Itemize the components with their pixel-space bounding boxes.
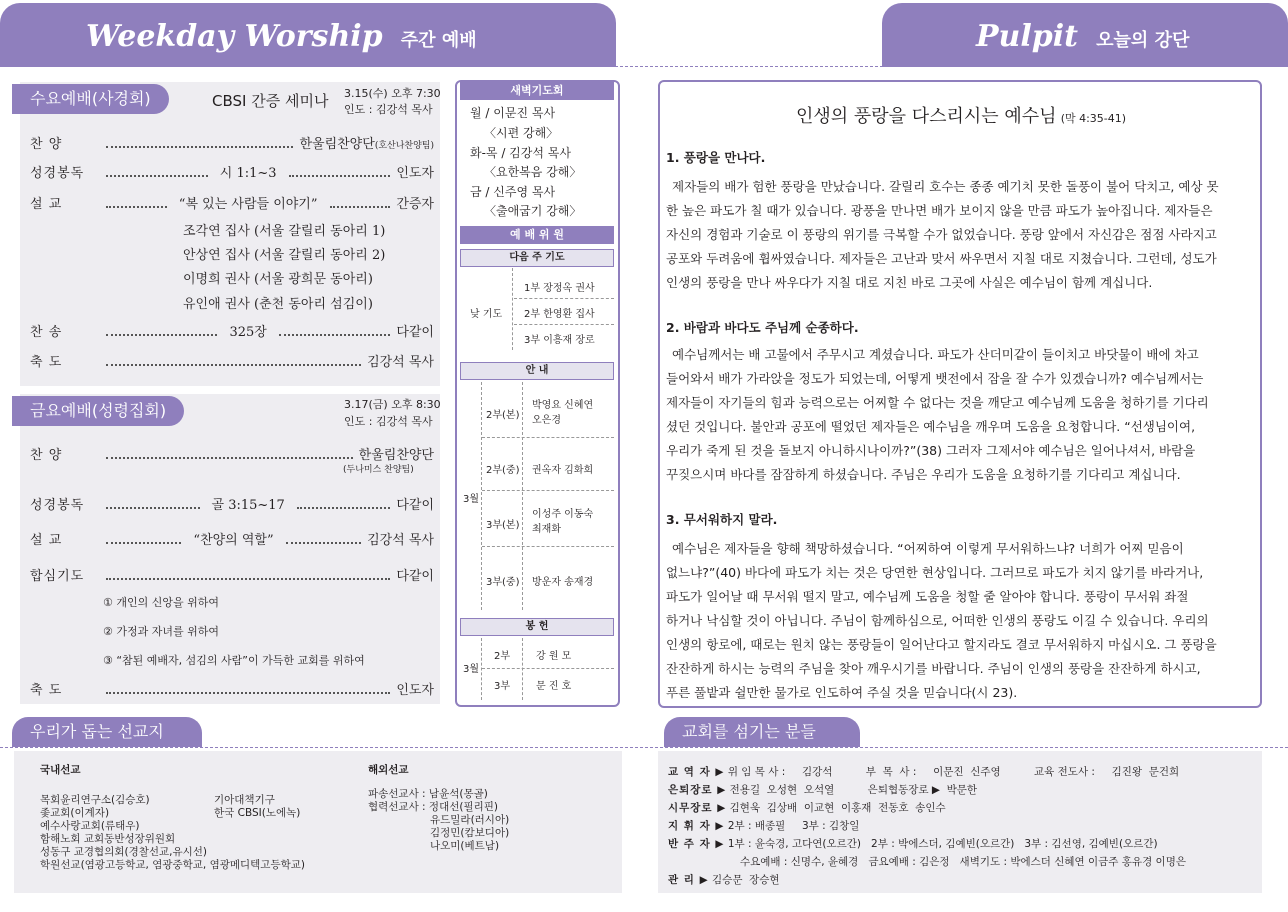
section-body <box>666 537 1256 705</box>
row-label: 찬 양 <box>30 448 63 463</box>
row-value: 인도자 <box>396 166 434 181</box>
wednesday-tab: 수요예배(사경회) <box>12 84 169 114</box>
staff-label: 은퇴장로 ▶ <box>668 784 727 796</box>
witness-item: 조각연 집사 (서울 갈릴리 동아리 1) <box>183 224 386 239</box>
body-line: 푸른 풀밭과 쉴만한 물가로 인도하여 주실 것을 믿습니다(시 23). <box>666 685 1018 700</box>
staff-text: 수요예배 : 신명수, 윤혜경 금요예배 : 김은정 새벽기도 : 박에스더 신혜연 이금주 홍유경 이명은 <box>740 856 1186 868</box>
staff-row <box>668 872 780 887</box>
body-line: 꾸짖으시며 바다를 잠잠하게 하셨습니다. 주님은 우리가 도움을 요청하기를 기다리고 계십니다. <box>666 467 1181 482</box>
fri-leader: 인도 : 김강석 목사 <box>344 415 433 428</box>
offering-name: 문 진 호 <box>536 681 572 692</box>
mission-item: 한국 CBSI(노에녹) <box>214 807 301 819</box>
friday-tab: 금요예배(성령집회) <box>12 396 184 426</box>
section-heading: 2. 바람과 바다도 주님께 순종하다. <box>666 320 859 335</box>
dawn-line: 월 / 이문진 목사 <box>470 106 556 120</box>
mission-item: 유드밀라(러시아) <box>430 814 510 826</box>
mission-item: 파송선교사 : 남윤석(몽골) <box>368 788 488 800</box>
noon-label: 낮 기도 <box>470 309 503 320</box>
offering-title: 봉 헌 <box>460 618 614 636</box>
section-body <box>666 175 1256 295</box>
overseas-list <box>368 788 509 853</box>
next-prayer-title: 다음 주 기도 <box>460 249 614 267</box>
body-line: 없느냐?”(40) 바다에 파도가 치는 것은 당연한 현상입니다. 그러므로 파도가 치지 않기를 바라거나, <box>666 565 1204 580</box>
row-value: 김강석 목사 <box>367 533 434 548</box>
weekday-worship-banner <box>0 3 616 67</box>
mission-item: 성동구 교경협의회(경찰선교,유시선) <box>40 846 208 858</box>
row-middle: 325장 <box>229 325 267 340</box>
bottom-divider <box>0 747 1288 748</box>
body-line: 들어와서 배가 가라앉을 정도가 되었는데, 어떻게 뱃전에서 잠을 잘 수가 있겠습니까? 예수님께서는 <box>666 371 1204 386</box>
prayer-item: ① 개인의 신앙을 위하여 <box>103 596 219 609</box>
banner-title: Weekday Worship <box>86 19 383 54</box>
guide-title: 안 내 <box>460 362 614 380</box>
row-value: 한울림찬양단 <box>299 137 375 152</box>
row-note: (두나미스 찬양팀) <box>343 465 414 475</box>
fri-row-sermon <box>30 529 434 548</box>
staff-row <box>668 764 1179 779</box>
body-line: 자신의 경험과 기술로 이 풍랑의 위기를 극복할 수가 없었습니다. 풍랑 앞에서 자신감은 점점 사라지고 <box>666 227 1217 242</box>
body-line: 셨던 것입니다. 불안과 공포에 떨었던 제자들은 예수님을 깨우며 도움을 요청합니다. “선생님이여, <box>666 419 1196 434</box>
wed-row-hymn <box>30 321 434 340</box>
prayer-person: 2부 한영환 집사 <box>524 309 595 320</box>
row-value: 김강석 목사 <box>367 355 434 370</box>
row-label: 설 교 <box>30 197 63 212</box>
staff-label: 시무장로 ▶ <box>668 802 727 814</box>
domestic-list-2 <box>214 794 300 820</box>
row-note: (호산나찬양팀) <box>374 141 434 151</box>
sermon-title: 인생의 풍랑을 다스리시는 예수님 <box>795 106 1057 127</box>
domestic-title: 국내선교 <box>40 764 81 776</box>
guide-part: 3부(중) <box>486 577 520 588</box>
staff-row <box>668 818 859 833</box>
dawn-line: 금 / 신주영 목사 <box>470 185 556 199</box>
row-label: 성경봉독 <box>30 498 85 513</box>
staff-label: 교 역 자 ▶ <box>668 766 725 778</box>
witness-item: 이명희 권사 (서울 광희문 동아리) <box>183 272 373 287</box>
dawn-line: 〈요한복음 강해〉 <box>484 165 582 179</box>
dawn-line: 화-목 / 김강석 목사 <box>470 146 571 160</box>
row-middle: “복 있는 사람들 이야기” <box>178 197 318 212</box>
body-line: 예수님은 제자들을 향해 책망하셨습니다. “어찌하여 이렇게 무서워하느냐? 너희가 어찌 믿음이 <box>672 541 1184 556</box>
offering-part: 3부 <box>494 681 511 692</box>
body-line: 예수님께서는 배 고물에서 주무시고 계셨습니다. 파도가 산더미같이 들이치고 바닷물이 배에 차고 <box>672 347 1199 362</box>
staff-text: 2부 : 배종필 3부 : 김창일 <box>727 820 860 832</box>
missions-tab: 우리가 돕는 선교지 <box>12 717 202 747</box>
month-label: 3월 <box>463 664 480 675</box>
body-line: 인생의 항로에, 때로는 원치 않는 풍랑들이 일어난다고 할지라도 결코 무서워하지 마십시오. 그 풍랑을 <box>666 637 1217 652</box>
body-line: 하거나 낙심할 것이 아닙니다. 주님이 함께하심으로, 어떠한 인생의 풍랑도 이길 수 있습니다. 우리의 <box>666 613 1209 628</box>
fri-row-benediction <box>30 679 434 698</box>
guide-names: 권옥자 김화희 <box>532 465 594 476</box>
witness-item: 유인애 권사 (춘천 동아리 섬김이) <box>183 297 373 312</box>
guide-part: 2부(중) <box>486 465 520 476</box>
staff-text: 위 임 목 사 : 김강석 부 목 사 : 이문진 신주영 교육 전도사 : 김진왕 문건희 <box>727 766 1180 778</box>
staff-row <box>668 836 1158 851</box>
witness-item: 안상연 집사 (서울 갈릴리 동아리 2) <box>183 248 386 263</box>
prayer-person: 3부 이흥재 장로 <box>524 335 595 346</box>
row-label: 설 교 <box>30 533 63 548</box>
row-middle: 시 1:1~3 <box>219 166 277 181</box>
wed-row-sermon <box>30 193 434 212</box>
fri-row-praise <box>30 444 434 463</box>
prayer-item: ② 가정과 자녀를 위하여 <box>103 625 219 638</box>
body-line: 공포와 두려움에 휩싸였습니다. 제자들은 고난과 맞서 싸우면서 지칠 대로 지쳤습니다. 그런데, 성도가 <box>666 251 1217 266</box>
row-middle: “찬양의 역할” <box>193 533 274 548</box>
mission-item: 학원선교(염광고등학교, 염광중학교, 염광메디텍고등학교) <box>40 859 305 871</box>
banner-subtitle: 주간 예배 <box>400 30 477 51</box>
wed-row-reading <box>30 162 434 181</box>
staff-row <box>668 800 946 815</box>
pulpit-banner <box>882 3 1288 67</box>
body-line: 잔잔하게 하시는 능력의 주님을 찾아 깨우시기를 바랍니다. 주님이 인생의 풍랑을 잔잔하게 하시고, <box>666 661 1201 676</box>
section-body <box>666 343 1256 487</box>
row-value: 다같이 <box>396 498 435 513</box>
body-line: 한 높은 파도가 칠 때가 있습니다. 광풍을 만나면 배가 보이지 않을 만큼 파도가 높아집니다. 제자들은 <box>666 203 1213 218</box>
guide-part: 3부(본) <box>486 520 520 531</box>
row-label: 축 도 <box>30 355 63 370</box>
row-label: 합심기도 <box>30 569 85 584</box>
staff-text: 김현욱 김상배 이교현 이홍재 전동호 송인수 <box>729 802 946 814</box>
mission-item: 예수사랑교회(류태우) <box>40 820 140 832</box>
row-value: 한울림찬양단 <box>358 448 434 463</box>
overseas-title: 해외선교 <box>368 764 409 776</box>
mission-item: 기아대책기구 <box>214 794 275 806</box>
offering-part: 2부 <box>494 651 511 662</box>
body-line: 우리가 죽게 된 것을 돌보지 아니하시나이까?”(38) 그러자 그제서야 예수님은 일어나셔서, 바람을 <box>666 443 1196 458</box>
row-value: 간증자 <box>396 197 434 212</box>
fri-row-reading <box>30 494 434 513</box>
sermon-title-line <box>666 102 1256 128</box>
body-line: 제자들이 자기들의 힘과 능력으로는 어찌할 수 없다는 것을 깨닫고 예수님께 도움을 청하기를 기다리 <box>666 395 1209 410</box>
body-line: 제자들의 배가 험한 풍랑을 만났습니다. 갈릴리 호수는 종종 예기치 못한 돌풍이 불어 닥치고, 예상 못 <box>672 179 1219 194</box>
body-line: 파도가 일어날 때 무서워 떨지 말고, 예수님께 도움을 청할 줄 알아야 합니다. 풍랑이 무서워 좌절 <box>666 589 1189 604</box>
mission-item: 김정민(캄보디아) <box>430 827 510 839</box>
wed-datetime: 3.15(수) 오후 7:30 <box>344 87 441 100</box>
mission-item: 함해노회 교회동반성장위원회 <box>40 833 176 845</box>
row-label: 찬 양 <box>30 137 63 152</box>
staff-label: 반 주 자 ▶ <box>668 838 725 850</box>
seminar-title: CBSI 간증 세미나 <box>212 92 329 110</box>
section-heading: 3. 무서워하지 말라. <box>666 512 778 527</box>
row-value: 인도자 <box>396 683 434 698</box>
mission-item: 목회윤리연구소(김승호) <box>40 794 150 806</box>
staff-text: 1부 : 윤숙경, 고다연(오르간) 2부 : 박에스더, 김예빈(오르간) 3부 : 김선영, 김예빈(오르간) <box>727 838 1158 850</box>
row-label: 성경봉독 <box>30 166 85 181</box>
mission-item: 나오미(베트남) <box>430 840 500 852</box>
wed-leader: 인도 : 김강석 목사 <box>344 103 433 116</box>
sermon-ref: (막 4:35-41) <box>1060 112 1127 125</box>
prayer-person: 1부 장정옥 권사 <box>524 283 595 294</box>
staff-row <box>668 782 977 797</box>
dawn-prayer-title: 새벽기도회 <box>460 82 614 100</box>
committee-title: 예 배 위 원 <box>460 226 614 244</box>
banner-title: Pulpit <box>976 19 1078 54</box>
mission-item: 좇교회(이계자) <box>40 807 110 819</box>
section-heading: 1. 풍랑을 만나다. <box>666 150 766 165</box>
guide-names: 박영요 신혜연 오은경 <box>532 400 594 426</box>
staff-text: 전용길 오성현 오석열 은퇴협동장로 ▶ 박문한 <box>729 784 978 796</box>
dawn-line: 〈시편 강해〉 <box>484 126 559 140</box>
dawn-line: 〈출애굽기 강해〉 <box>484 204 582 218</box>
row-value: 다같이 <box>396 569 434 584</box>
staff-text: 김승문 장승현 <box>712 874 780 886</box>
guide-names: 방운자 송재경 <box>532 577 594 588</box>
fri-row-prayer <box>30 565 434 584</box>
guide-part: 2부(본) <box>486 410 520 421</box>
row-middle: 골 3:15~17 <box>211 498 285 513</box>
row-value: 다같이 <box>396 325 434 340</box>
wed-row-praise <box>30 133 434 152</box>
staff-label: 관 리 ▶ <box>668 874 709 886</box>
mission-item: 협력선교사 : 정대선(필리핀) <box>368 801 498 813</box>
row-label: 찬 송 <box>30 325 63 340</box>
wed-row-benediction <box>30 351 434 370</box>
offering-name: 강 원 모 <box>536 651 572 662</box>
staff-label: 지 휘 자 ▶ <box>668 820 725 832</box>
body-line: 인생의 풍랑을 만나 싸우다가 지칠 대로 지친 바로 그곳에 사실은 예수님이 함께 계십니다. <box>666 275 1153 290</box>
fri-datetime: 3.17(금) 오후 8:30 <box>344 398 441 411</box>
guide-names: 이성주 이동숙 최재화 <box>532 509 594 535</box>
servants-tab: 교회를 섬기는 분들 <box>664 717 860 747</box>
row-label: 축 도 <box>30 683 63 698</box>
staff-row <box>740 854 1186 869</box>
month-label: 3월 <box>463 494 480 505</box>
banner-subtitle: 오늘의 강단 <box>1096 30 1190 51</box>
prayer-item: ③ “참된 예배자, 섬김의 사람”이 가득한 교회를 위하여 <box>103 654 365 667</box>
